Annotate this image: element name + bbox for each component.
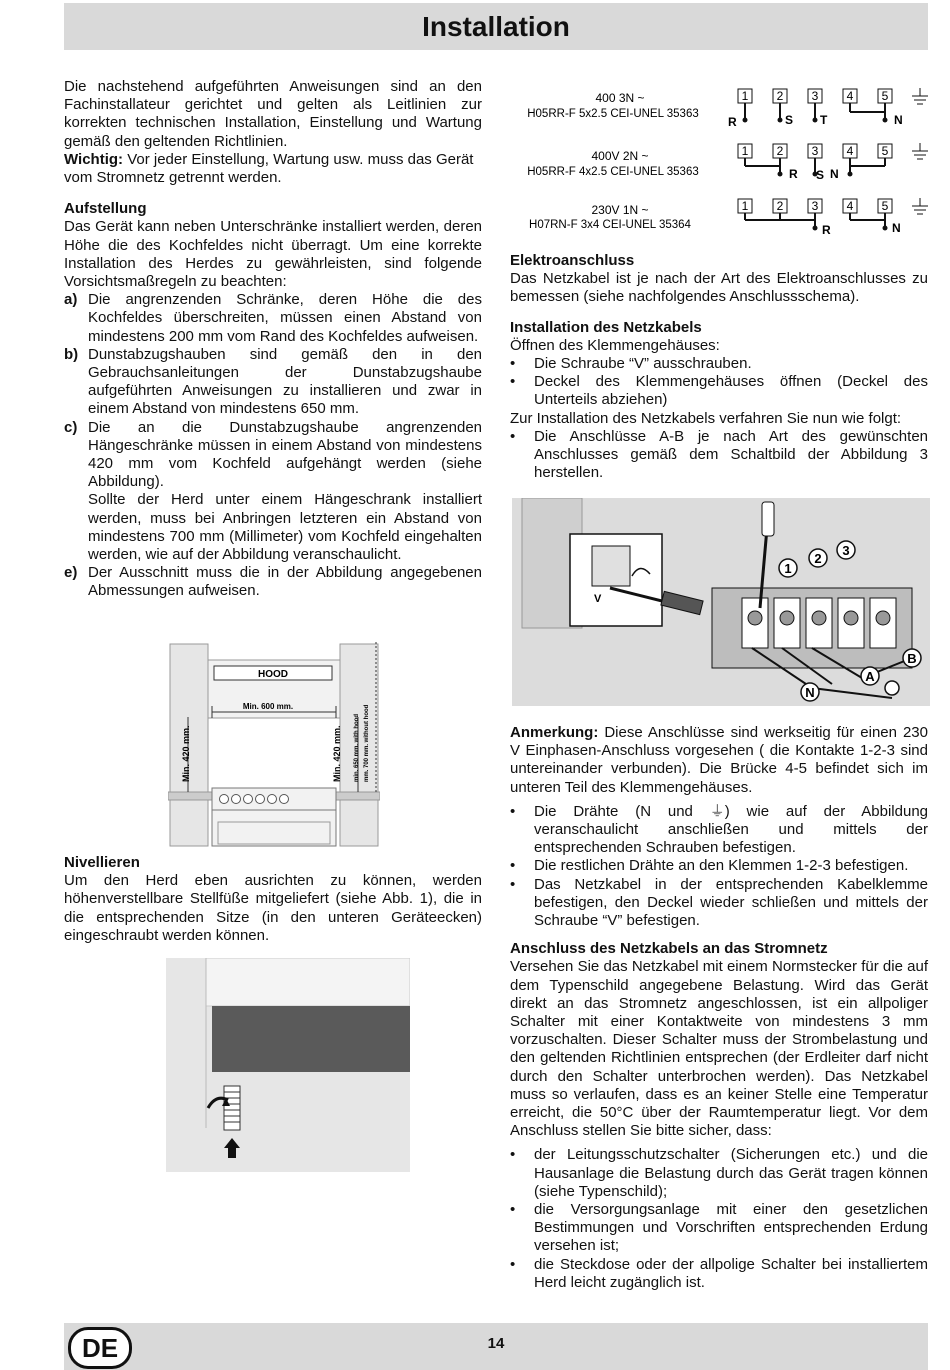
aufstellung-title: Aufstellung — [64, 200, 147, 218]
terminal-label: S — [816, 168, 825, 182]
list-item: • Die restlichen Drähte an den Klemmen 1-2-3 befestigen. — [510, 857, 909, 875]
anmerkung-text: Diese Anschlüsse sind werkseitig für einen 230 V Einphasen-Anschluss vorgesehen ( die Kontakte 1-2-3 sind untereinander verbunden). Die Brücke 4-5 befindet sich im unteren Teil des Klemmengehäuses. — [510, 724, 928, 796]
list-marker: c) — [64, 418, 78, 436]
svg-text:5: 5 — [881, 89, 889, 103]
anmerkung-paragraph — [510, 724, 928, 797]
terminal-number-label: 2 — [814, 551, 822, 566]
ground-icon — [912, 88, 928, 104]
wiring-voltage-label: 230V 1N ~ — [591, 203, 649, 217]
anmerkung-section — [510, 724, 928, 1292]
list-item — [64, 291, 482, 346]
netzkabel-list — [510, 355, 928, 410]
svg-text:1: 1 — [741, 89, 749, 103]
ground-icon — [912, 198, 928, 214]
wiring-row-400-3n — [527, 88, 928, 129]
page-number: 14 — [487, 1335, 505, 1352]
list-item-text: Die an die Dunstabzugshaube angrenzenden Hängeschränke müssen in einem Abstand von mindestens 420 mm vom Kochfeld aufgehängt werden (siehe Abbildung). — [88, 418, 482, 491]
list-item-text: Das Netzkabel in der entsprechenden Kabelklemme befestigen, den Deckel wieder schließen und mittels der Schraube “V” befestigen. — [534, 875, 928, 930]
list-item: • die Steckdose oder der allpolige Schalter bei installiertem Herd leicht zugänglich ist. — [510, 1255, 928, 1291]
terminal-label: R — [789, 167, 798, 181]
aufstellung-text: Das Gerät kann neben Unterschränke installiert werden, deren Höhe die des Kochfeldes nicht überragt. Um eine korrekte Installation des Herdes zu gewährleisten, sind folgende Vorsichtsmaßregeln zu beachten: — [64, 218, 482, 291]
wiring-row-230-1n — [529, 198, 928, 237]
wiring-voltage-label: 400V 2N ~ — [591, 149, 649, 163]
svg-text:V: V — [594, 593, 602, 605]
intro-text: Die nachstehend aufgeführten Anweisungen sind an den Fachinstallateur gerichtet und gelten als Leitlinien zur korrekten technischen Installation, Einstellung und Wartung gemäß den geltenden Richtlinien. — [64, 78, 482, 150]
netzkabel-title: Installation des Netzkabels — [510, 318, 702, 336]
page-title: Installation — [422, 11, 570, 42]
stromnetz-list — [510, 1146, 928, 1292]
list-item-text: Die restlichen Drähte an den Klemmen 1-2-3 befestigen. — [534, 857, 909, 875]
page-header — [64, 3, 928, 50]
page-footer — [64, 1323, 928, 1370]
min-600-label: Min. 600 mm. — [242, 702, 294, 711]
list-item — [64, 346, 482, 419]
svg-text:3: 3 — [811, 89, 819, 103]
terminal-label: N — [830, 167, 839, 181]
wiring-diagrams — [510, 84, 930, 244]
svg-text:2: 2 — [776, 144, 784, 158]
ground-icon — [912, 143, 928, 159]
svg-text:2: 2 — [776, 199, 784, 213]
list-item: • die Versorgungsanlage mit einer den gesetzlichen Bestimmungen und Vorschriften entsprechenden Erdung versehen ist; — [510, 1201, 928, 1255]
list-item-text: Dunstabzugshauben sind gemäß den in den Gebrauchsanleitungen der Dunstabzugshaube aufgeführten Anweisungen zu installieren und zwar in einem Abstand von mindestens 650 mm. — [88, 345, 482, 418]
wiring-voltage-label: 400 3N ~ — [595, 91, 645, 105]
list-marker: e) — [64, 564, 78, 582]
svg-text:1: 1 — [741, 144, 749, 158]
netzkabel-subtitle: Öffnen des Klemmengehäuses: — [510, 336, 720, 354]
list-item-text: die Versorgungsanlage mit einer den gesetzlichen Bestimmungen und Vorschriften entsprechenden Erdung versehen ist; — [534, 1201, 928, 1255]
levelling-foot-figure — [166, 958, 410, 1172]
list-item — [64, 564, 482, 600]
netzkabel-text-2: Zur Installation des Netzkabels verfahren Sie nun wie folgt: — [510, 409, 902, 427]
warning-paragraph — [64, 151, 482, 187]
levelling-diagram — [166, 958, 410, 1172]
terminal-number-label: 1 — [784, 561, 792, 576]
elektro-section — [510, 252, 928, 482]
warning-text: Vor jeder Einstellung, Wartung usw. muss das Gerät vom Stromnetz getrennt werden. — [64, 150, 474, 187]
terminal-label: N — [892, 221, 901, 235]
list-item-text: Die Anschlüsse A-B je nach Art des gewünschten Anschlusses gemäß dem Schaltbild der Abbildung 3 herstellen. — [534, 427, 928, 482]
list-item: • Die Schraube “V” ausschrauben. — [510, 355, 752, 373]
stromnetz-text: Versehen Sie das Netzkabel mit einem Normstecker für die auf dem Typenschild angegebene Belastung. Wird das Gerät direkt an das Stromnetz angeschlossen, ist ein allpoliger Schalter mit einer Kontaktweite von mindestens 3 mm vorzuschalten. Dieser Schalter muss der Strombelastung und den geltenden Richtlinien entsprechen (der Erdleiter darf nicht durch den Schalter unterbrochen werden). Das Netzkabel muss so verlaufen, dass es an keiner Stelle eine Temperatur erreicht, die 50°C über der Raumtemperatur liegt. Vor dem Anschluss stellen Sie bitte sicher, dass: — [510, 958, 928, 1140]
elektro-title: Elektroanschluss — [510, 252, 635, 269]
svg-text:4: 4 — [846, 199, 854, 213]
terminal-label: R — [728, 115, 737, 129]
svg-text:4: 4 — [846, 144, 854, 158]
svg-text:4: 4 — [846, 89, 854, 103]
svg-text:3: 3 — [811, 199, 819, 213]
terminal-letter-label: N — [805, 685, 815, 700]
hood-note-1: min. 650 mm. with hood — [354, 713, 360, 782]
wiring-cable-label: H05RR-F 5x2.5 CEI-UNEL 35363 — [527, 108, 699, 120]
list-item-text: Der Ausschnitt muss die in der Abbildung angegebenen Abmessungen aufweisen. — [88, 564, 482, 600]
terminal-number-label: 3 — [842, 543, 850, 558]
terminal-letter-label: B — [907, 651, 917, 666]
terminal-letter-label: A — [865, 669, 875, 684]
wiring-cable-label: H07RN-F 3x4 CEI-UNEL 35364 — [529, 219, 691, 231]
list-item: • Die Drähte (N und ⏚) wie auf der Abbildung veranschaulicht anschließen und mittels der entsprechenden Schrauben befestigen. — [510, 802, 928, 857]
hood-diagram — [168, 642, 380, 847]
terminal-label: R — [822, 223, 831, 237]
terminal-label: T — [820, 113, 828, 127]
netzkabel-list-2 — [510, 428, 928, 483]
nivellieren-text: Um den Herd eben ausrichten zu können, werden höhenverstellbare Stellfüße mitgeliefert (siehe Abb. 1), die in die entsprechenden Sitze (in den unteren Geräteecken) eingeschraubt werden können. — [64, 872, 482, 944]
wiring-row-400-2n — [527, 143, 928, 182]
terminal-block-drawing — [512, 498, 930, 706]
list-item-text: die Steckdose oder der allpolige Schalter bei installiertem Herd leicht zugänglich ist. — [534, 1255, 928, 1291]
terminal-label: S — [785, 113, 794, 127]
terminal-block-figure — [512, 498, 930, 706]
anmerkung-list — [510, 803, 928, 930]
list-item-text: Deckel des Klemmengehäuses öffnen (Deckel des Unterteils abziehen) — [534, 373, 928, 409]
min-420-right-label: Min. 420 mm. — [332, 725, 342, 782]
nivellieren-section — [64, 854, 482, 945]
list-item: • Die Anschlüsse A-B je nach Art des gewünschten Anschlusses gemäß dem Schaltbild der Abbildung 3 herstellen. — [510, 427, 928, 482]
list-item: • Deckel des Klemmengehäuses öffnen (Deckel des Unterteils abziehen) — [510, 373, 928, 409]
wiring-cable-label: H05RR-F 4x2.5 CEI-UNEL 35363 — [527, 166, 699, 178]
aufstellung-list — [64, 291, 482, 600]
list-item-text: Die Drähte (N und ⏚) wie auf der Abbildung veranschaulicht anschließen und mittels der entsprechenden Schrauben befestigen. — [534, 802, 928, 857]
elektro-text: Das Netzkabel ist je nach der Art des Elektroanschlusses zu bemessen (siehe nachfolgendes Anschlussschema). — [510, 270, 928, 306]
svg-text:1: 1 — [741, 199, 749, 213]
terminal-label: N — [894, 113, 903, 127]
list-item: • der Leitungsschutzschalter (Sicherungen etc.) und die Hausanlage die Belastung durch das Gerät tragen können (siehe Typenschild); — [510, 1146, 928, 1200]
list-item-text: der Leitungsschutzschalter (Sicherungen etc.) und die Hausanlage die Belastung durch das Gerät tragen können (siehe Typenschild); — [534, 1146, 928, 1200]
hood-note-2: mm. 700 mm. without hood — [364, 704, 370, 782]
list-item-extra: Sollte der Herd unter einem Hängeschrank installiert werden, muss bei Anbringen letzteren ein Abstand von mindestens 700 mm (Millimeter) vom Kochfeld eingehalten werden, wie auf der Abbildung veranschaulicht. — [88, 491, 482, 564]
warning-label: Wichtig: — [64, 150, 124, 168]
svg-text:3: 3 — [811, 144, 819, 158]
min-420-left-label: Min. 420 mm. — [181, 725, 191, 782]
list-marker: a) — [64, 291, 78, 309]
list-marker: b) — [64, 345, 79, 363]
list-item-text: Die angrenzenden Schränke, deren Höhe die des Kochfeldes überschreiten, müssen einen Abstand von mindestens 200 mm vom Rand des Kochfeldes aufweisen. — [88, 291, 482, 345]
svg-text:5: 5 — [881, 144, 889, 158]
stromnetz-title: Anschluss des Netzkabels an das Stromnetz — [510, 940, 828, 958]
svg-text:2: 2 — [776, 89, 784, 103]
language-badge: DE — [68, 1327, 132, 1369]
intro-section — [64, 78, 482, 601]
anmerkung-label: Anmerkung: — [510, 724, 599, 741]
list-item — [64, 419, 482, 565]
svg-text:5: 5 — [881, 199, 889, 213]
list-item: • Das Netzkabel in der entsprechenden Kabelklemme befestigen, den Deckel wieder schließen und mittels der Schraube “V” befestigen. — [510, 875, 928, 930]
wiring-schema — [510, 84, 930, 244]
hood-label: HOOD — [258, 669, 288, 680]
nivellieren-title: Nivellieren — [64, 854, 140, 871]
list-item-text: Die Schraube “V” ausschrauben. — [534, 355, 752, 373]
hood-installation-figure — [168, 642, 380, 847]
